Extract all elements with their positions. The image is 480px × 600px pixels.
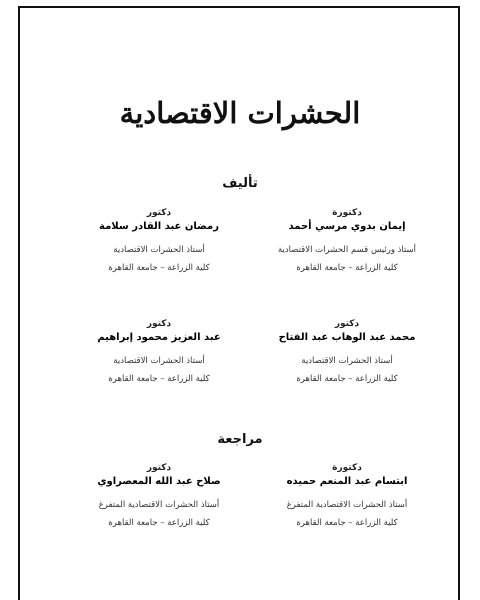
reviewer-rank: دكتورة	[332, 463, 362, 473]
author-card	[262, 207, 432, 277]
author-name: رمضان عبد القادر سلامة	[99, 221, 219, 232]
author-rank: دكتور	[146, 208, 172, 218]
reviewer-name: صلاح عبد الله المعصراوي	[97, 476, 221, 487]
book-title: الحشرات الاقتصادية	[119, 96, 361, 130]
author-card	[74, 318, 244, 388]
reviewer-name: ابتسام عبد المنعم حميده	[286, 476, 408, 487]
author-position: أستاذ ورئيس قسم الحشرات الاقتصادية	[277, 245, 417, 255]
author-affiliation: كلية الزراعة – جامعة القاهرة	[296, 374, 398, 384]
authors-heading: تأليف	[222, 176, 258, 191]
reviewer-card	[262, 462, 432, 532]
author-position: أستاذ الحشرات الاقتصادية	[113, 245, 205, 255]
reviewer-affiliation: كلية الزراعة – جامعة القاهرة	[296, 518, 398, 528]
author-affiliation: كلية الزراعة – جامعة القاهرة	[108, 374, 210, 384]
author-name: إيمان بدوي مرسي أحمد	[288, 221, 406, 232]
author-name: محمد عبد الوهاب عبد الفتاح	[278, 332, 416, 343]
reviewer-position: أستاذ الحشرات الاقتصادية المتفرغ	[98, 500, 220, 510]
author-rank: دكتور	[146, 319, 172, 329]
reviewer-position: أستاذ الحشرات الاقتصادية المتفرغ	[286, 500, 408, 510]
author-card	[262, 318, 432, 388]
author-rank: دكتور	[334, 319, 360, 329]
author-affiliation: كلية الزراعة – جامعة القاهرة	[108, 263, 210, 273]
reviewer-rank: دكتور	[146, 463, 172, 473]
author-card	[74, 207, 244, 277]
author-name: عبد العزيز محمود إبراهيم	[97, 332, 221, 343]
reviewer-affiliation: كلية الزراعة – جامعة القاهرة	[108, 518, 210, 528]
author-position: أستاذ الحشرات الاقتصادية	[301, 356, 393, 366]
reviewer-card	[74, 462, 244, 532]
author-affiliation: كلية الزراعة – جامعة القاهرة	[296, 263, 398, 273]
author-position: أستاذ الحشرات الاقتصادية	[113, 356, 205, 366]
author-rank: دكتورة	[332, 208, 362, 218]
reviewers-heading: مراجعة	[217, 432, 263, 447]
